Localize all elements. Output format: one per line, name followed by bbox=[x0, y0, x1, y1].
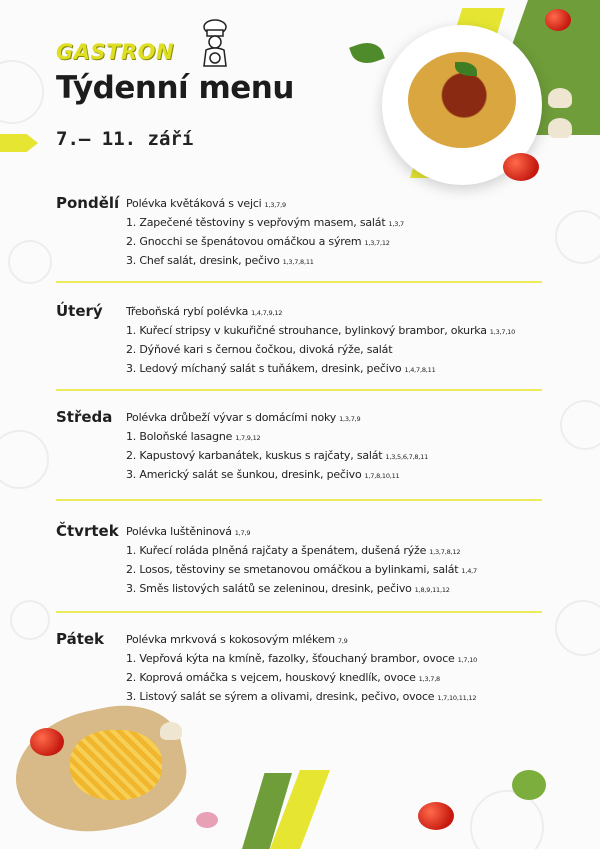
meal-line bbox=[126, 690, 476, 703]
section-divider bbox=[56, 281, 542, 283]
meal-text: 3. Chef salát, dresink, pečivo bbox=[126, 254, 280, 267]
day-name: Pondělí bbox=[56, 194, 120, 212]
meal-line bbox=[126, 235, 390, 248]
garlic-image bbox=[196, 812, 218, 828]
meal-line bbox=[126, 652, 477, 665]
allergens: 7,9 bbox=[337, 637, 348, 645]
chef-icon bbox=[194, 18, 236, 68]
soup-line bbox=[126, 197, 286, 210]
mushroom-image bbox=[160, 722, 182, 740]
meal-line bbox=[126, 324, 515, 337]
background-doodle bbox=[555, 600, 600, 656]
meal-line bbox=[126, 216, 404, 229]
meal-line bbox=[126, 430, 260, 443]
meal-text: 1. Kuřecí roláda plněná rajčaty a špenátem, dušená rýže bbox=[126, 544, 427, 557]
soup-text: Polévka mrkvová s kokosovým mlékem bbox=[126, 633, 335, 646]
meal-line bbox=[126, 468, 400, 481]
allergens: 1,3,7,9 bbox=[339, 415, 361, 423]
section-divider bbox=[56, 499, 542, 501]
allergens: 1,4,7,8,11 bbox=[404, 366, 436, 374]
allergens: 1,3,7,8,12 bbox=[429, 548, 461, 556]
background-doodle bbox=[0, 430, 49, 489]
allergens: 1,7,8,10,11 bbox=[364, 472, 400, 480]
tagliatelle-image bbox=[70, 730, 162, 800]
tomato-image bbox=[30, 728, 64, 756]
tomato-image bbox=[545, 9, 571, 31]
meal-line bbox=[126, 449, 428, 462]
meal-text: 2. Dýňové kari s černou čočkou, divoká rýže, salát bbox=[126, 343, 393, 356]
date-arrow-icon bbox=[0, 134, 38, 152]
day-name: Úterý bbox=[56, 302, 103, 320]
meal-line bbox=[126, 254, 314, 267]
meal-text: 3. Listový salát se sýrem a olivami, dresink, pečivo, ovoce bbox=[126, 690, 435, 703]
mushroom-image bbox=[548, 88, 572, 108]
section-divider bbox=[56, 389, 542, 391]
day-name: Pátek bbox=[56, 630, 105, 648]
allergens: 1,3,7,12 bbox=[364, 239, 390, 247]
allergens: 1,7,9,12 bbox=[235, 434, 261, 442]
meal-text: 1. Kuřecí stripsy v kukuřičné strouhance, bylinkový brambor, okurka bbox=[126, 324, 487, 337]
page-title: Týdenní menu bbox=[56, 70, 294, 106]
meal-text: 2. Losos, těstoviny se smetanovou omáčkou a bylinkami, salát bbox=[126, 563, 459, 576]
meal-line bbox=[126, 343, 395, 356]
meal-line bbox=[126, 362, 436, 375]
basil-leaf-image bbox=[512, 770, 546, 800]
meal-text: 2. Gnocchi se špenátovou omáčkou a sýrem bbox=[126, 235, 362, 248]
allergens: 1,4,7 bbox=[461, 567, 477, 575]
background-doodle bbox=[0, 60, 44, 124]
soup-line bbox=[126, 305, 282, 318]
soup-text: Polévka drůbeží vývar s domácími noky bbox=[126, 411, 337, 424]
allergens: 1,3,7,8,11 bbox=[282, 258, 314, 266]
allergens: 1,3,7,10 bbox=[489, 328, 516, 336]
day-name: Středa bbox=[56, 408, 113, 426]
meal-text: 1. Zapečené těstoviny s vepřovým masem, salát bbox=[126, 216, 386, 229]
mushroom-image bbox=[548, 118, 572, 138]
soup-line bbox=[126, 411, 360, 424]
soup-text: Polévka luštěninová bbox=[126, 525, 232, 538]
meal-text: 1. Boloňské lasagne bbox=[126, 430, 233, 443]
allergens: 1,3,7 bbox=[388, 220, 404, 228]
tomato-image bbox=[418, 802, 454, 830]
allergens: 1,8,9,11,12 bbox=[414, 586, 450, 594]
soup-text: Polévka květáková s vejci bbox=[126, 197, 262, 210]
meal-text: 3. Směs listových salátů se zeleninou, dresink, pečivo bbox=[126, 582, 412, 595]
allergens: 1,7,10 bbox=[457, 656, 478, 664]
meal-line bbox=[126, 544, 460, 557]
allergens: 1,7,10,11,12 bbox=[437, 694, 477, 702]
meal-line bbox=[126, 671, 440, 684]
meal-line bbox=[126, 582, 450, 595]
background-doodle bbox=[555, 210, 600, 264]
gastron-logo: GASTRON bbox=[56, 40, 175, 64]
meal-text: 3. Americký salát se šunkou, dresink, pečivo bbox=[126, 468, 362, 481]
week-date: 7.– 11. září bbox=[56, 128, 194, 150]
section-divider bbox=[56, 611, 542, 613]
meal-text: 1. Vepřová kýta na kmíně, fazolky, šťouchaný brambor, ovoce bbox=[126, 652, 455, 665]
allergens: 1,7,9 bbox=[234, 529, 251, 537]
meal-text: 3. Ledový míchaný salát s tuňákem, dresink, pečivo bbox=[126, 362, 402, 375]
tomato-image bbox=[503, 153, 539, 181]
allergens: 1,3,7,8 bbox=[418, 675, 440, 683]
meal-text: 2. Kapustový karbanátek, kuskus s rajčaty, salát bbox=[126, 449, 383, 462]
basil-leaf-image bbox=[349, 38, 385, 69]
allergens: 1,3,5,6,7,8,11 bbox=[385, 453, 429, 461]
meal-text: 2. Koprová omáčka s vejcem, houskový knedlík, ovoce bbox=[126, 671, 416, 684]
soup-line bbox=[126, 525, 250, 538]
background-doodle bbox=[560, 400, 600, 450]
soup-line bbox=[126, 633, 348, 646]
allergens: 1,4,7,9,12 bbox=[251, 309, 283, 317]
meal-line bbox=[126, 563, 477, 576]
soup-text: Třeboňská rybí polévka bbox=[126, 305, 249, 318]
day-name: Čtvrtek bbox=[56, 522, 119, 540]
background-doodle bbox=[8, 240, 52, 284]
background-doodle bbox=[10, 600, 50, 640]
allergens: 1,3,7,9 bbox=[264, 201, 286, 209]
